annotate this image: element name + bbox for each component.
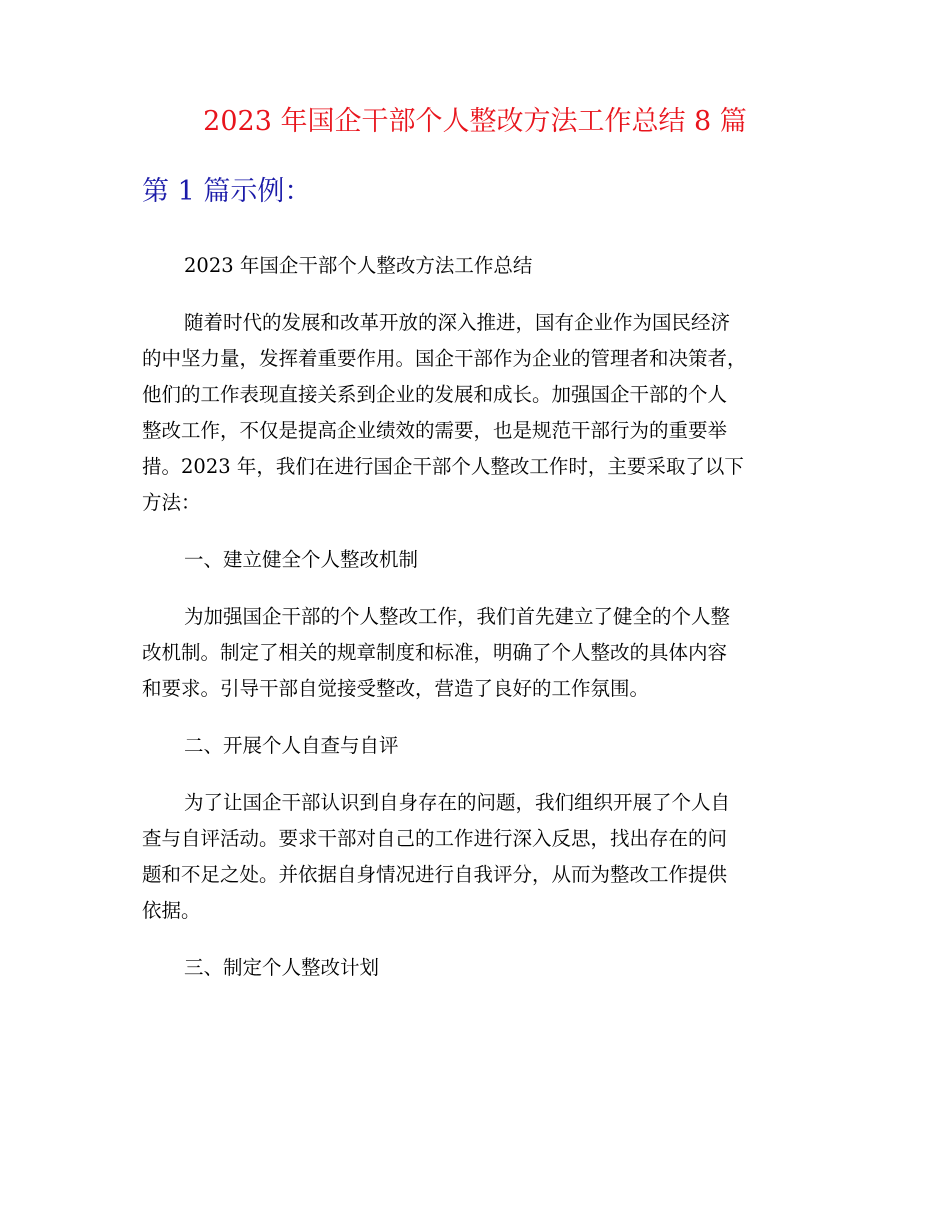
paragraph-line: 查与自评活动。要求干部对自己的工作进行深入反思，找出存在的问 (142, 827, 728, 850)
paragraph-line: 2023 年国企干部个人整改方法工作总结 (184, 254, 533, 277)
paragraph-line: 随着时代的发展和改革开放的深入推进，国有企业作为国民经济 (184, 311, 731, 334)
paragraph-line: 的中坚力量，发挥着重要作用。国企干部作为企业的管理者和决策者， (142, 347, 747, 370)
paragraph-line: 整改工作，不仅是提高企业绩效的需要，也是规范干部行为的重要举 (142, 419, 728, 442)
section-heading: 第 1 篇示例： (142, 176, 312, 207)
document-title: 2023 年国企干部个人整改方法工作总结 8 篇 (203, 106, 747, 137)
subheading-3 (142, 950, 842, 986)
paragraph-line: 一、建立健全个人整改机制 (184, 548, 419, 571)
paragraph-line: 方法： (142, 491, 201, 514)
paragraph-line: 二、开展个人自查与自评 (184, 734, 399, 757)
paragraph-self-check (142, 785, 842, 929)
subheading-1 (142, 542, 842, 578)
paragraph-line: 为了让国企干部认识到自身存在的问题，我们组织开展了个人自 (184, 791, 731, 814)
paragraph-line: 他们的工作表现直接关系到企业的发展和成长。加强国企干部的个人 (142, 383, 728, 406)
paragraph-line: 改机制。制定了相关的规章制度和标准，明确了个人整改的具体内容 (142, 641, 728, 664)
paragraph-subtitle (142, 248, 842, 284)
paragraph-line: 措。2023 年，我们在进行国企干部个人整改工作时，主要采取了以下 (142, 455, 744, 478)
paragraph-mechanism (142, 599, 842, 707)
document-body (142, 248, 842, 1007)
paragraph-line: 题和不足之处。并依据自身情况进行自我评分，从而为整改工作提供 (142, 863, 728, 886)
paragraph-line: 和要求。引导干部自觉接受整改，营造了良好的工作氛围。 (142, 677, 650, 700)
paragraph-line: 为加强国企干部的个人整改工作，我们首先建立了健全的个人整 (184, 605, 731, 628)
paragraph-intro (142, 305, 842, 521)
subheading-2 (142, 728, 842, 764)
paragraph-line: 依据。 (142, 899, 201, 922)
paragraph-line: 三、制定个人整改计划 (184, 956, 380, 979)
